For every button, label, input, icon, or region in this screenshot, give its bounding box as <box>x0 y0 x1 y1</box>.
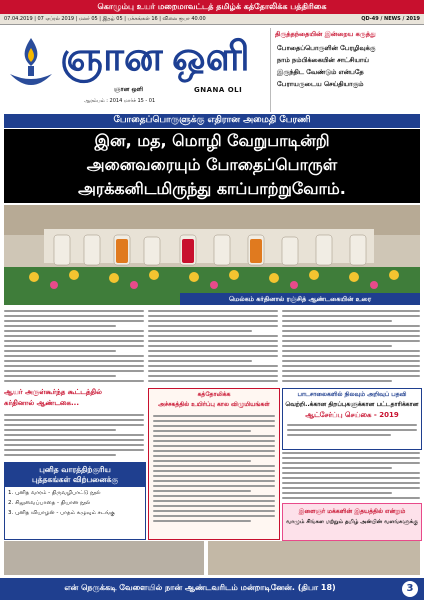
masthead-subtitle-right: GNANA OLI <box>194 86 243 94</box>
bottom-photo-right <box>208 541 420 575</box>
pope-thought-line-3: இருந்திட வேண்டும் என்பதே <box>277 68 364 76</box>
competition-box <box>282 388 422 450</box>
pope-thought-title: திருத்தந்தையின் இன்றைய கருத்து <box>275 30 376 38</box>
kicker-text: போதைப்பொருளுக்கு எதிரான அமைதி பேரணி <box>113 115 311 125</box>
sidebar-story-kicker: ஆயர் அருள்கூர்ந்த கூட்டத்தில் <box>4 388 102 396</box>
masthead-left-word: ஞான <box>60 33 163 80</box>
books-title-bar <box>5 463 145 487</box>
article-column-2 <box>148 310 278 385</box>
bottom-photo-left <box>4 541 204 575</box>
lamp-icon <box>6 34 56 106</box>
footer-quote: என் நெருக்கடி வேளையில் நான் ஆண்டவரிடம் மன்றாடினேன். (திபா 18) <box>64 583 336 592</box>
middle-box <box>148 388 280 540</box>
middle-box-title: அச்சகத்தில் உயிர்ப்பு கால விழுமியங்கள் <box>158 401 270 408</box>
masthead-right-word: ஒளி <box>172 33 250 80</box>
competition-title: வெற்றி..க்கான திறப்புகளுக்கான பட்டதாரிக்கான <box>285 401 419 408</box>
footer-quote-bar <box>0 578 424 600</box>
dateline: 07.04.2019 | 07 ஏப்ரல் 2019 | மலர் 05 | இதழ் 05 | பக்கங்கள் 16 | விலை ரூபா 40.00 <box>4 16 206 22</box>
books-item-2: 2. சிலுவைப்பாதை - தியான நூல் <box>8 500 91 506</box>
masthead-subtitle-left: ஞான ஒளி <box>114 86 144 93</box>
article-column-3 <box>282 310 420 385</box>
headline-block <box>4 129 420 203</box>
books-item-1: 1. புனித வாரம் - திருவழிபாட்டு நூல் <box>8 490 101 496</box>
books-item-3: 3. புனித வியாழன் - பாதம் கழுவும் சடங்கு <box>8 510 115 516</box>
masthead <box>4 26 266 112</box>
sidebar-story <box>4 388 144 412</box>
competition-body <box>282 452 420 500</box>
pope-thought-box <box>270 28 421 112</box>
main-photo <box>4 205 420 305</box>
top-banner <box>0 0 424 14</box>
youth-box-sub: வாழும் சிங்கள மற்றும் தமிழ் அன்பின் வளங்களுக்கு <box>285 519 419 525</box>
masthead-founded: ஆரம்பம் : 2014 மார்ச் 15 - 01 <box>84 98 156 104</box>
photo-caption-bar <box>180 293 420 305</box>
middle-box-tag: கத்தோலிக்க <box>197 391 231 398</box>
books-title-line-1: புனித வாரத்திற்குரிய <box>39 465 111 474</box>
headline-line-2: அனைவரையும் போதைப்பொருள் <box>86 155 338 174</box>
kicker-bar <box>4 114 420 128</box>
issue-code: QD-49 / NEWS / 2019 <box>361 16 420 22</box>
youth-box <box>282 503 422 541</box>
pope-thought-line-1: போதைப்பொருளின் பேரழிவுக்கு <box>277 44 376 52</box>
books-title-line-2: புத்தகங்கள் விற்பனைக்கு <box>32 475 118 484</box>
books-box <box>4 462 146 540</box>
competition-header: பாடசாலைகளில் நிலவும் அறிவுப் பதவி <box>297 391 407 398</box>
photo-caption: மெல்கம் கர்தினால் ரஞ்சித் ஆண்டகையின் உரை <box>228 295 372 303</box>
pope-thought-line-4: பேராயருடைய செய்தியாகும் <box>277 80 364 88</box>
dateline-bar <box>0 14 424 25</box>
sidebar-story-title: கர்தினால் ஆண்டகை... <box>4 399 79 407</box>
ceremony-photo-illustration <box>4 205 420 305</box>
top-banner-text: கொழும்பு உயர் மறைமாவட்டத் தமிழ்க் கத்தோலிக்க பத்திரிகை <box>97 2 327 11</box>
headline-line-3: அரக்கனிடமிருந்து காப்பாற்றுவோம். <box>78 179 346 198</box>
competition-subtitle: ஆட்சேர்ப்பு செய்கை - 2019 <box>305 411 399 419</box>
page-number-badge: 3 <box>402 581 418 597</box>
sidebar-story-body <box>4 414 144 458</box>
youth-box-title: இளைஞர் மக்களின் இதயத்தில் என்றும் <box>298 508 406 515</box>
headline-line-1: இன, மத, மொழி வேறுபாடின்றி <box>94 131 330 150</box>
article-column-1 <box>4 310 144 385</box>
pope-thought-line-2: நாம் நம்பிக்கையின் சாட்சியாய் <box>277 56 369 64</box>
